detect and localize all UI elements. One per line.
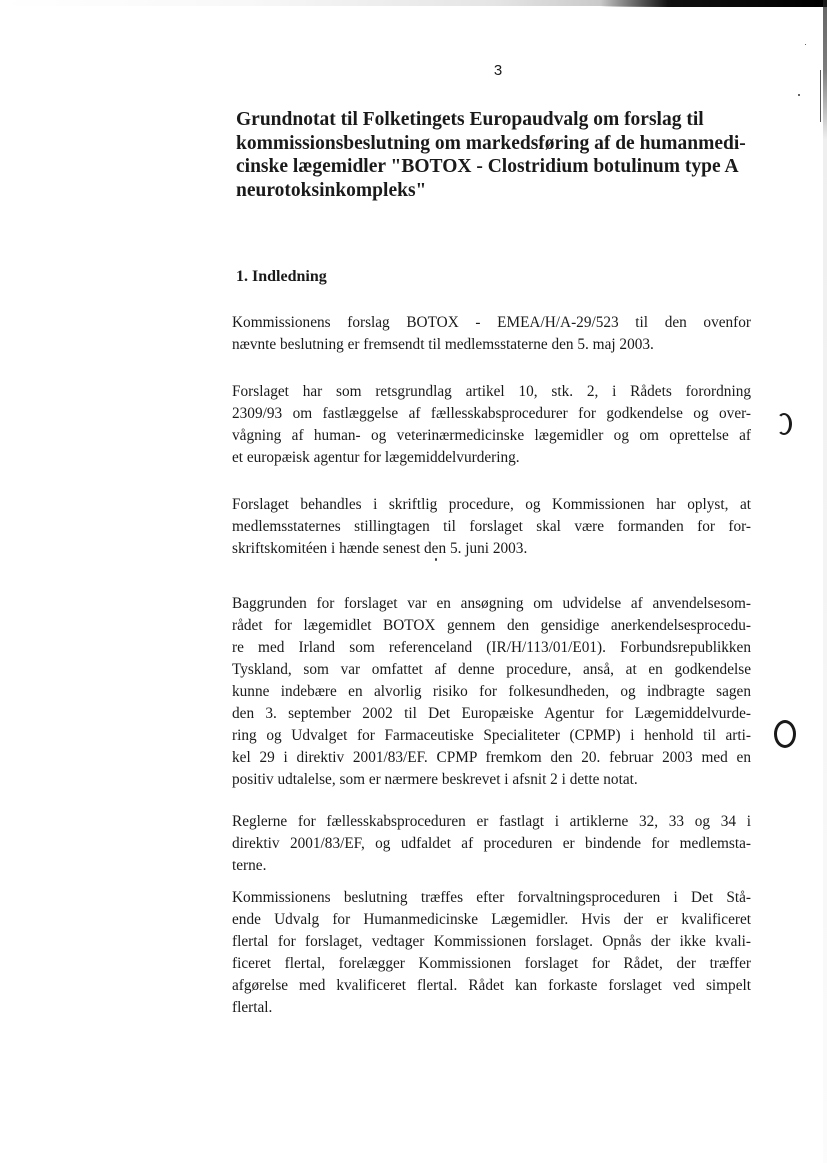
- text-line: flertal for forslaget, vedtager Kommissionen forslaget. Opnås der ikke kvali-: [232, 933, 751, 950]
- paragraph-rules: [232, 811, 751, 877]
- title-line: Grundnotat til Folketingets Europaudvalg om forslag til: [236, 109, 704, 130]
- punch-hole-mark: [774, 720, 796, 748]
- text-line: afgørelse med kvalificeret flertal. Rådet kan forkaste forslaget ved simpelt: [232, 977, 751, 994]
- text-line: Tyskland, som var omfattet af denne procedure, anså, at en godkendelse: [232, 661, 751, 678]
- text-line: Kommissionens forslag BOTOX - EMEA/H/A-29/523 til den ovenfor: [232, 314, 751, 331]
- paragraph-procedure: [232, 494, 751, 560]
- text-line: terne.: [232, 857, 267, 874]
- section-heading: 1. Indledning: [236, 268, 327, 285]
- text-line: nævnte beslutning er fremsendt til medlemsstaterne den 5. maj 2003.: [232, 336, 654, 353]
- scan-bar-top-right: [600, 0, 827, 7]
- punch-hole-mark: [776, 413, 792, 435]
- text-line: ficeret flertal, forelægger Kommissionen forslaget for Rådet, der træffer: [232, 955, 751, 972]
- paragraph-legal-basis: [232, 381, 751, 469]
- text-line: medlemsstaternes stillingtagen til forslaget skal være formanden for for-: [232, 518, 751, 535]
- text-line: Forslaget har som retsgrundlag artikel 10, stk. 2, i Rådets forordning: [232, 383, 751, 400]
- paragraph-intro: [232, 312, 751, 356]
- document-title: [236, 108, 756, 202]
- text-line: Forslaget behandles i skriftlig procedure, og Kommissionen har oplyst, at: [232, 496, 751, 513]
- paragraph-background: [232, 593, 751, 791]
- text-line: 2309/93 om fastlæggelse af fællesskabsprocedurer for godkendelse og over-: [232, 405, 751, 422]
- text-line: vågning af human- og veterinærmedicinske lægemidler og om oprettelse af: [232, 427, 751, 444]
- scan-shadow-right: [823, 0, 827, 1163]
- text-line: ende Udvalg for Humanmedicinske Lægemidler. Hvis der er kvalificeret: [232, 911, 751, 928]
- paragraph-decision: [232, 887, 751, 1019]
- text-line: re med Irland som referenceland (IR/H/113/01/E01). Forbundsrepublikken: [232, 639, 751, 656]
- text-line: kel 29 i direktiv 2001/83/EF. CPMP fremkom den 20. februar 2003 med en: [232, 749, 751, 766]
- page-number: 3: [493, 62, 503, 79]
- text-line: ring og Udvalget for Farmaceutiske Specialiteter (CPMP) i henhold til arti-: [232, 727, 751, 744]
- scan-mark: [820, 70, 821, 122]
- text-line: rådet for lægemidlet BOTOX gennem den gensidige anerkendelsesprocedu-: [232, 617, 751, 634]
- text-line: den 3. september 2002 til Det Europæiske Agentur for Lægemiddelvurde-: [232, 705, 751, 722]
- title-line: neurotoksinkompleks": [236, 179, 427, 201]
- text-line: direktiv 2001/83/EF, og udfaldet af proceduren er bindende for medlemsta-: [232, 835, 751, 852]
- title-line: cinske lægemidler "BOTOX - Clostridium botulinum type A: [236, 156, 739, 177]
- text-line: positiv udtalelse, som er nærmere beskrevet i afsnit 2 i dette notat.: [232, 771, 638, 788]
- scan-speck: [798, 94, 800, 96]
- text-line: skriftskomitéen i hænde senest den 5. juni 2003.: [232, 540, 528, 557]
- text-line: Baggrunden for forslaget var en ansøgning om udvidelse af anvendelsesom-: [232, 595, 751, 612]
- text-line: Reglerne for fællesskabsproceduren er fastlagt i artiklerne 32, 33 og 34 i: [232, 813, 751, 830]
- text-line: kunne indebære en alvorlig risiko for folkesundheden, og indbragte sagen: [232, 683, 751, 700]
- title-line: kommissionsbeslutning om markedsføring af de humanmedi-: [236, 132, 746, 154]
- scan-speck: [805, 44, 806, 45]
- text-line: flertal.: [232, 999, 273, 1016]
- text-line: Kommissionens beslutning træffes efter forvaltningsproceduren i Det Stå-: [232, 889, 751, 906]
- text-line: et europæisk agentur for lægemiddelvurdering.: [232, 449, 520, 466]
